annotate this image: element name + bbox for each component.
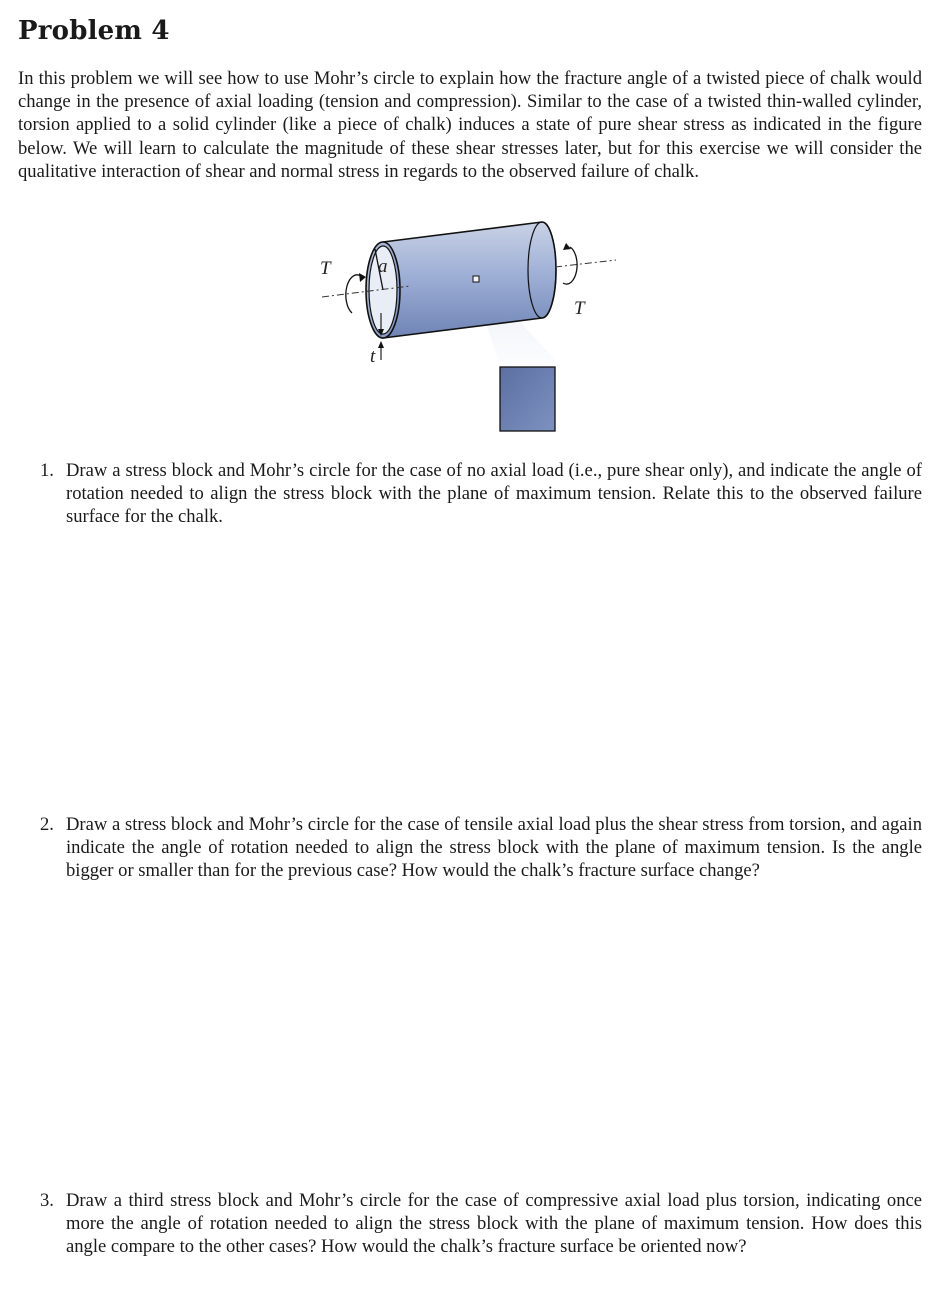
torque-left-label: T: [320, 258, 331, 279]
intro-paragraph: In this problem we will see how to use Mohr’s circle to explain how the fracture angle of a twisted piece of chalk would change in the presence of axial loading (tension and compression). Similar to the case of a twisted thin-walled cylinder, torsion applied to a solid cylinder (like a piece of chalk) induces a state of pure shear stress as indicated in the figure below. We will learn to calculate the magnitude of these shear stresses later, but for this exercise we will consider the qualitative interaction of shear and normal stress in regards to the observed failure of chalk.: [18, 68, 922, 182]
torque-right-arrowhead: [563, 243, 571, 250]
problem-title: Problem 4: [18, 16, 170, 46]
torque-right-label: T: [574, 298, 585, 319]
twisted-cylinder-figure: [300, 205, 640, 440]
thickness-label: t: [370, 346, 376, 367]
torque-left-arrowhead: [359, 273, 366, 282]
question-1: [40, 459, 922, 529]
question-2-text: Draw a stress block and Mohr’s circle for the case of tensile axial load plus the shear stress from torsion, and again indicate the angle of rotation needed to align the stress block with the plane of maximum tension. Is the angle bigger or smaller than for the previous case? How would the chalk’s fracture surface change?: [66, 814, 922, 882]
question-2: [40, 813, 922, 883]
surface-element-marker: [473, 276, 479, 282]
radius-label: a: [378, 256, 388, 277]
question-3: [40, 1189, 922, 1259]
question-3-number: 3.: [40, 1190, 54, 1211]
cylinder-diagram: [300, 205, 640, 440]
question-3-text: Draw a third stress block and Mohr’s circle for the case of compressive axial load plus torsion, indicating once more the angle of rotation needed to align the stress block with the plane of maximum tension. How does this angle compare to the other cases? How would the chalk’s fracture surface be oriented now?: [66, 1190, 922, 1258]
question-1-number: 1.: [40, 460, 54, 481]
question-2-number: 2.: [40, 814, 54, 835]
cylinder-body: [383, 222, 556, 338]
zoomed-stress-element: [500, 367, 555, 431]
thickness-arrow-up: [378, 341, 384, 348]
axis-line-right: [555, 260, 616, 267]
question-1-text: Draw a stress block and Mohr’s circle for the case of no axial load (i.e., pure shear only), and indicate the angle of rotation needed to align the stress block with the plane of maximum tension. Relate this to the observed failure surface for the chalk.: [66, 460, 922, 528]
